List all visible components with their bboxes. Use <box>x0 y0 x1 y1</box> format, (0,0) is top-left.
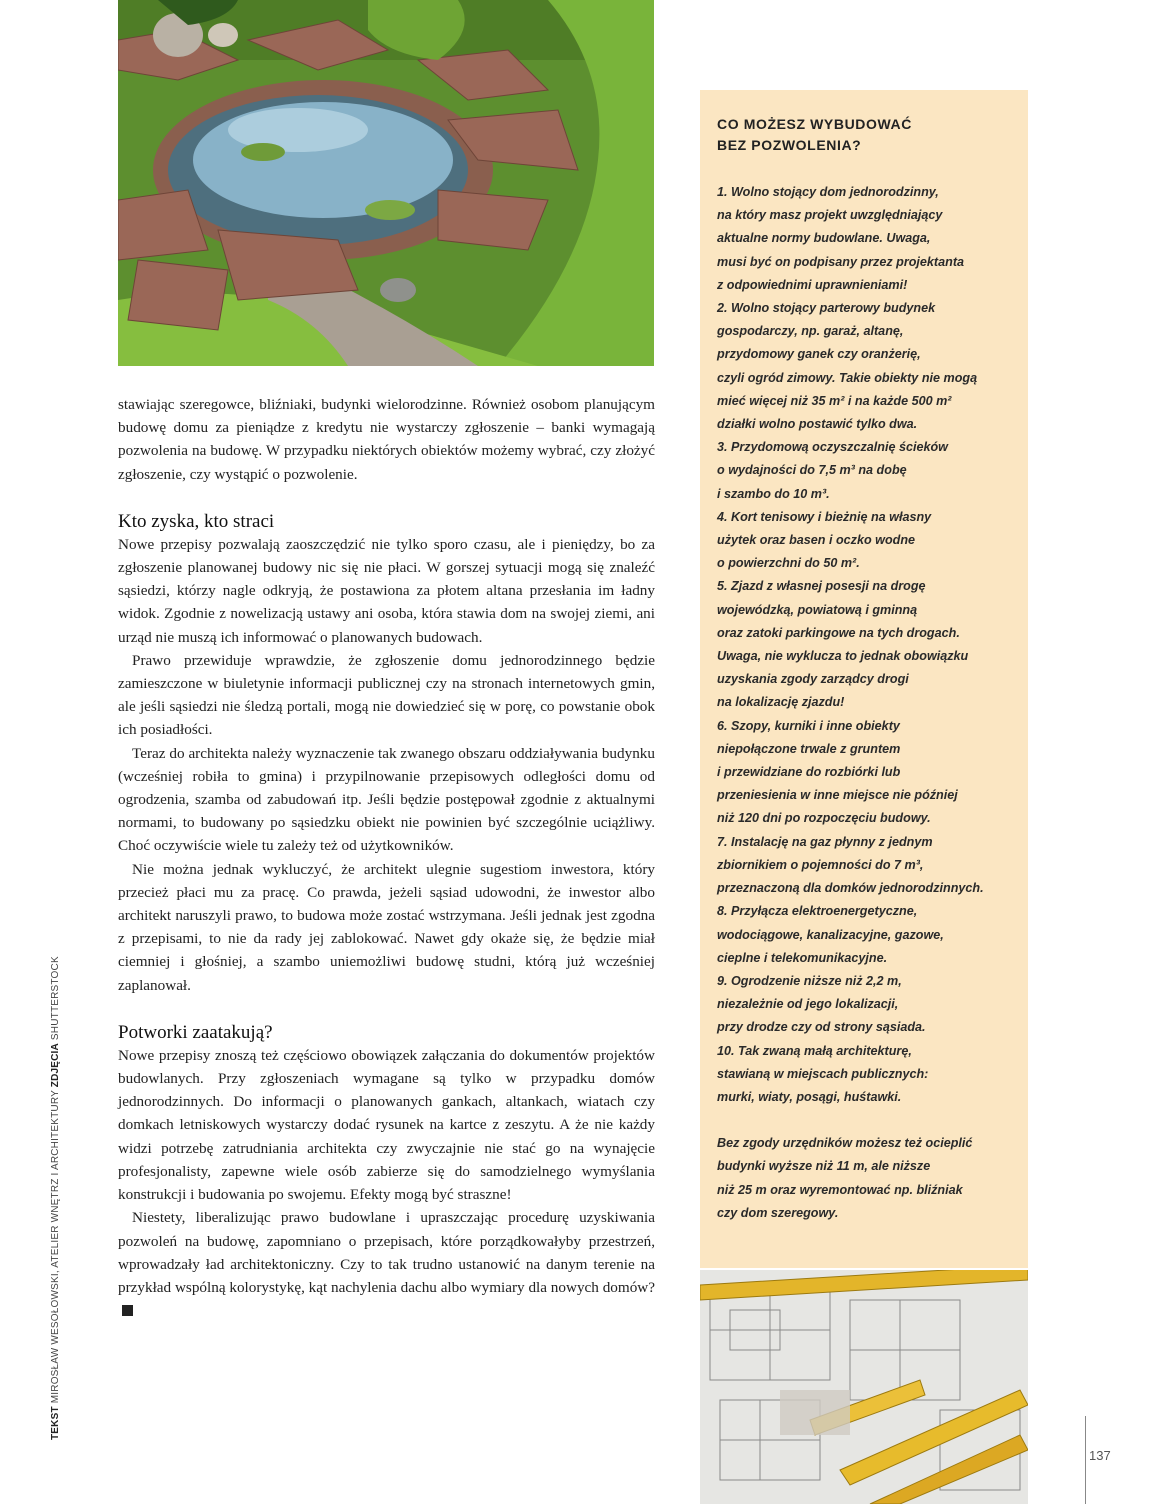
paragraph-final <box>118 1206 655 1322</box>
paragraph: Nowe przepisy znoszą też częściowo obowiązek załączania do dokumentów projektów budowlanych. Przy zgłoszeniach wymagane są tylko w przypadku domów jednorodzinnych. Do informacji o planowanych gankach, altankach, wiatach czy domkach letniskowych wystarczy dodać rysunek na kartce z zeszytu. A że nie każdy widzi potrzebę zatrudniania architekta czy zwyczajnie nie stać go na wynajęcie profesjonalisty, zapewne wiele osób zabierze się do samodzielnego wymyślania konstrukcji i budowania po swojemu. Efekty mogą być straszne! <box>118 1046 655 1204</box>
sidebar-box <box>700 90 1028 1268</box>
sidebar-list-item: 2. Wolno stojący parterowy budynek gospodarczy, np. garaż, altanę, przydomowy ganek czy oranżerię, czyli ogród zimowy. Takie obiekty nie mogą mieć więcej niż 35 m² i na każde 500 m² działki wolno postawić tylko dwa. <box>717 301 978 432</box>
blueprint-ruler-photo <box>700 1270 1028 1504</box>
sidebar-list-item: 9. Ogrodzenie niższe niż 2,2 m, niezależnie od jego lokalizacji, przy drodze czy od strony sąsiada. <box>717 973 926 1035</box>
credit-photo-source: SHUTTERSTOCK <box>50 956 61 1041</box>
sidebar-note: Bez zgody urzędników możesz też ocieplić budynki wyższe niż 11 m, ale niższe niż 25 m oraz wyremontować np. bliźniak czy dom szeregowy. <box>717 1136 973 1220</box>
sidebar-title: CO MOŻESZ WYBUDOWAĆ BEZ POZWOLENIA? <box>717 116 912 153</box>
sidebar-list-item: 10. Tak zwaną małą architekturę, stawianą w miejscach publicznych: murki, wiaty, posągi, huśtawki. <box>717 1043 929 1104</box>
credit-text-label: TEKST <box>50 1406 61 1440</box>
paragraph: Nowe przepisy pozwalają zaoszczędzić nie tylko sporo czasu, ale i pieniędzy, bo za zgłoszenie planowanej budowy nic się nie płaci. W gorszej sytuacji mogą się znaleźć sąsiedzi, którzy nagle odkryją, że postawiona za płotem altana przesłania im ładny widok. Zgodnie z nowelizacją ustawy ani osoba, która stawia dom na swojej ziemi, ani urząd nie muszą ich informować o planowanych budowach. <box>118 535 655 646</box>
sidebar-list-item: 4. Kort tenisowy i bieżnię na własny użytek oraz basen i oczko wodne o powierzchni do 50 m². <box>717 509 932 571</box>
sidebar-list <box>717 181 1012 1109</box>
photo-text-credit <box>50 880 68 1440</box>
paragraph-final-text: Niestety, liberalizując prawo budowlane i upraszczając procedurę uzyskiwania pozwoleń na budowę, zapomniano o przepisach, które porządkowałyby przestrzeń, wprowadzały ład architektoniczny. Czy to tak trudno ustanowić na danym terenie na przykład wspólną kolorystykę, kąt nachylenia dachu albo wymiary dla nowych domów? <box>118 1209 655 1296</box>
sidebar-list-item: 6. Szopy, kurniki i inne obiekty niepołączone trwale z gruntem i przewidziane do rozbiórki lub przeniesienia w inne miejsce nie później niż 120 dni po rozpoczęciu budowy. <box>717 718 958 826</box>
credit-author: MIROSŁAW WESOŁOWSKI, ATELIER WNĘTRZ I ARCHITEKTURY <box>50 1090 61 1404</box>
paragraph: Nie można jednak wykluczyć, że architekt ulegnie sugestiom inwestora, który przecież płaci mu za pracę. Co prawda, jeżeli sąsiad udowodni, że inwestor albo architekt naruszyli prawo, to budowa może zostać wstrzymana. Jeśli jednak jest zgodna z przepisami, to nie da rady jej zablokować. Nawet gdy okaże się, że będzie miał ciemniej i głośniej, a szambo uniemożliwi budowę studni, którą już wcześniej zaplanował. <box>118 860 655 994</box>
sidebar-list-item: 7. Instalację na gaz płynny z jednym zbiornikiem o pojemności do 7 m³, przeznaczoną dla domków jednorodzinnych. <box>717 834 984 896</box>
sidebar-list-item: 8. Przyłącza elektroenergetyczne, wodociągowe, kanalizacyjne, gazowe, cieplne i telekomunikacyjne. <box>717 904 944 965</box>
page-number: 137 <box>1089 1448 1111 1463</box>
article-body <box>118 393 655 1322</box>
sidebar-list-item: 1. Wolno stojący dom jednorodzinny, na który masz projekt uwzględniający aktualne normy budowlane. Uwaga, musi być on podpisany przez projektanta z odpowiednimi uprawnieniami! <box>717 185 965 292</box>
credit-photo-label: ZDJĘCIA <box>50 1043 61 1088</box>
section-heading: Potworki zaatakują? <box>118 1021 273 1043</box>
sidebar-list-item: 5. Zjazd z własnej posesji na drogę wojewódzką, powiatową i gminną oraz zatoki parkingowe na tych drogach. Uwaga, nie wyklucza to jednak obowiązku uzyskania zgody zarządcy drogi na lokalizację zjazdu! <box>717 579 969 710</box>
paragraph: Teraz do architekta należy wyznaczenie tak zwanego obszaru oddziaływania budynku (wcześniej robiła to gmina) i przypilnowanie przepisowych odległości domu od ogrodzenia, szamba od zabudowań itp. Jeśli będzie postępował zgodnie z aktualnymi normami, to budowany po sąsiedzku obiekt nie powinien być szczególnie uciążliwy. Choć oczywiście wiele tu zależy też od użytkowników. <box>118 744 655 855</box>
paragraph: Prawo przewiduje wprawdzie, że zgłoszenie domu jednorodzinnego będzie zamieszczone w biuletynie informacji publicznej czy na stronach internetowych gmin, ale jeśli sąsiedzi nie śledzą portali, mogą nie dowiedzieć się w porę, co powstanie obok ich posiadłości. <box>118 651 655 739</box>
page-number-rule <box>1085 1416 1086 1504</box>
section-heading: Kto zyska, kto straci <box>118 510 275 532</box>
end-of-article-mark <box>122 1305 133 1316</box>
garden-pond-photo <box>118 0 654 366</box>
sidebar-list-item: 3. Przydomową oczyszczalnię ścieków o wydajności do 7,5 m³ na dobę i szambo do 10 m³. <box>717 440 948 501</box>
paragraph: stawiając szeregowce, bliźniaki, budynki wielorodzinne. Również osobom planującym budowę domu za pieniądze z kredytu nie wystarczy zgłoszenie – banki wymagają pozwolenia na budowę. W przypadku niektórych obiektów możemy wybrać, czy złożyć zgłoszenie, czy wystąpić o pozwolenie. <box>118 396 655 483</box>
